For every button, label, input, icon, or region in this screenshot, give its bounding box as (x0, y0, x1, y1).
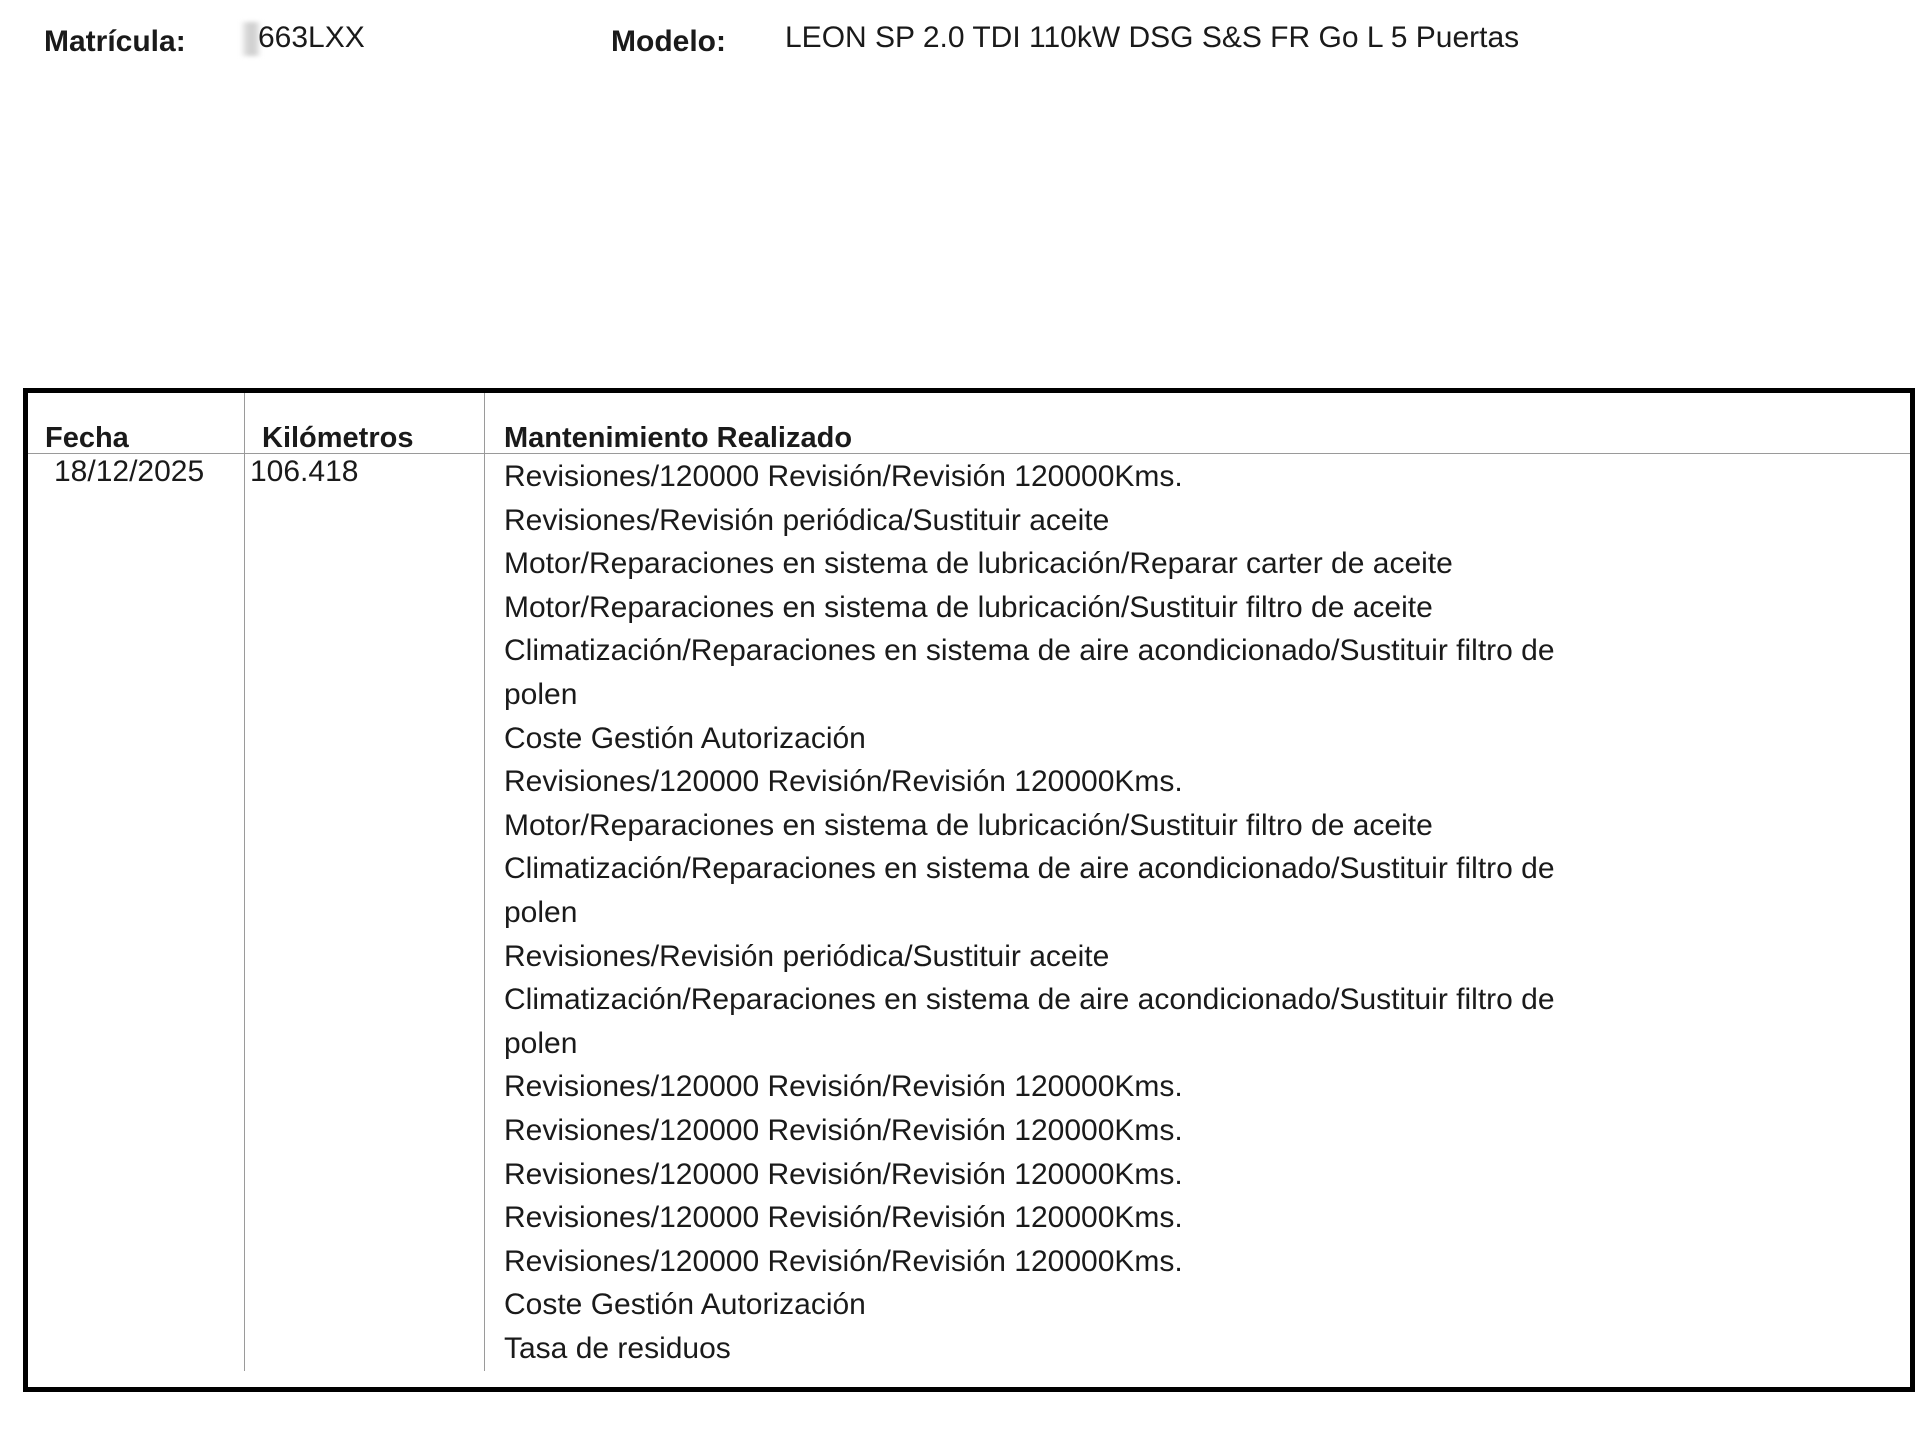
maintenance-task-line: Revisiones/Revisión periódica/Sustituir aceite (504, 503, 1110, 537)
maintenance-table (23, 388, 1915, 1392)
maintenance-task-list (504, 455, 1804, 1370)
model-label: Modelo: (611, 25, 726, 58)
maintenance-task-line: Climatización/Reparaciones en sistema de aire acondicionado/Sustituir filtro de (504, 852, 1555, 886)
column-divider (244, 393, 245, 1371)
maintenance-task-line: Climatización/Reparaciones en sistema de aire acondicionado/Sustituir filtro de (504, 983, 1555, 1017)
row-kilometers: 106.418 (250, 455, 359, 488)
maintenance-task-line: Tasa de residuos (504, 1331, 731, 1365)
column-header-fecha: Fecha (45, 422, 129, 454)
maintenance-task-line: polen (504, 677, 578, 711)
column-divider (484, 393, 485, 1371)
column-header-kilometros: Kilómetros (262, 422, 414, 454)
maintenance-task-line: Coste Gestión Autorización (504, 1288, 866, 1322)
maintenance-task-line: polen (504, 895, 578, 929)
maintenance-task-line: Revisiones/120000 Revisión/Revisión 120000Kms. (504, 765, 1183, 799)
maintenance-task-line: Revisiones/120000 Revisión/Revisión 120000Kms. (504, 1244, 1183, 1278)
maintenance-task-line: Motor/Reparaciones en sistema de lubricación/Reparar carter de aceite (504, 547, 1453, 581)
plate-value: 663LXX (258, 21, 365, 54)
maintenance-task-line: Motor/Reparaciones en sistema de lubricación/Sustituir filtro de aceite (504, 808, 1433, 842)
maintenance-task-line: polen (504, 1026, 578, 1060)
model-value: LEON SP 2.0 TDI 110kW DSG S&S FR Go L 5 Puertas (785, 21, 1520, 54)
maintenance-task-line: Revisiones/120000 Revisión/Revisión 120000Kms. (504, 1201, 1183, 1235)
maintenance-task-line: Revisiones/120000 Revisión/Revisión 120000Kms. (504, 1113, 1183, 1147)
maintenance-task-line: Motor/Reparaciones en sistema de lubricación/Sustituir filtro de aceite (504, 590, 1433, 624)
maintenance-task-line: Revisiones/120000 Revisión/Revisión 120000Kms. (504, 1070, 1183, 1104)
maintenance-task-line: Climatización/Reparaciones en sistema de aire acondicionado/Sustituir filtro de (504, 634, 1555, 668)
maintenance-task-line: Coste Gestión Autorización (504, 721, 866, 755)
column-header-mantenimiento: Mantenimiento Realizado (504, 422, 853, 454)
row-date: 18/12/2025 (54, 455, 205, 488)
plate-label: Matrícula: (44, 25, 186, 58)
maintenance-task-line: Revisiones/120000 Revisión/Revisión 120000Kms. (504, 1157, 1183, 1191)
maintenance-task-line: Revisiones/Revisión periódica/Sustituir aceite (504, 939, 1110, 973)
maintenance-task-line: Revisiones/120000 Revisión/Revisión 120000Kms. (504, 460, 1183, 493)
